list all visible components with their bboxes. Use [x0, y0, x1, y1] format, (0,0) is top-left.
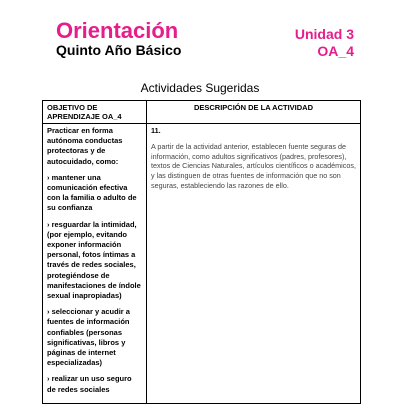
description-column-header: DESCRIPCIÓN DE LA ACTIVIDAD: [147, 101, 361, 124]
objective-cell: [43, 124, 147, 404]
objective-paragraph: › seleccionar y acudir a fuentes de información confiables (personas significativas, libros y páginas de internet especializadas): [47, 307, 130, 368]
objective-column-header: OBJETIVO DE APRENDIZAJE OA_4: [43, 101, 147, 124]
objective-paragraph: Practicar en forma autónoma conductas protectoras y de autocuidado, como:: [47, 126, 123, 166]
section-title: Actividades Sugeridas: [140, 81, 260, 95]
table-row: [43, 124, 361, 404]
objective-paragraph: › resguardar la intimidad, (por ejemplo, evitando exponer información personal, fotos íntimas a través de redes sociales, protegiéndose de manifestaciones de índole sexual inapropiadas): [47, 219, 141, 301]
oa-label: OA_4: [317, 43, 354, 59]
unit-label: Unidad 3: [294, 26, 354, 42]
table-header-row: [43, 101, 361, 124]
subject-title: Orientación: [56, 18, 179, 43]
objective-paragraph: › realizar un uso seguro de redes sociales: [47, 374, 132, 394]
activity-number: 11.: [151, 126, 161, 135]
grade-subtitle: Quinto Año Básico: [56, 42, 182, 58]
activity-cell: [147, 124, 361, 404]
objective-paragraph: › mantener una comunicación efectiva con la familia o adulto de su confianza: [47, 172, 137, 213]
activities-table: [42, 100, 361, 404]
activity-description: A partir de la actividad anterior, establecen fuente seguras de información, como adultos significativos (padres, profesores), textos de Ciencias Naturales, artículos científicos o académicos, y las distinguen de otras fuentes de información que no son seguras, estableciendo las razones de ello.: [151, 141, 356, 190]
